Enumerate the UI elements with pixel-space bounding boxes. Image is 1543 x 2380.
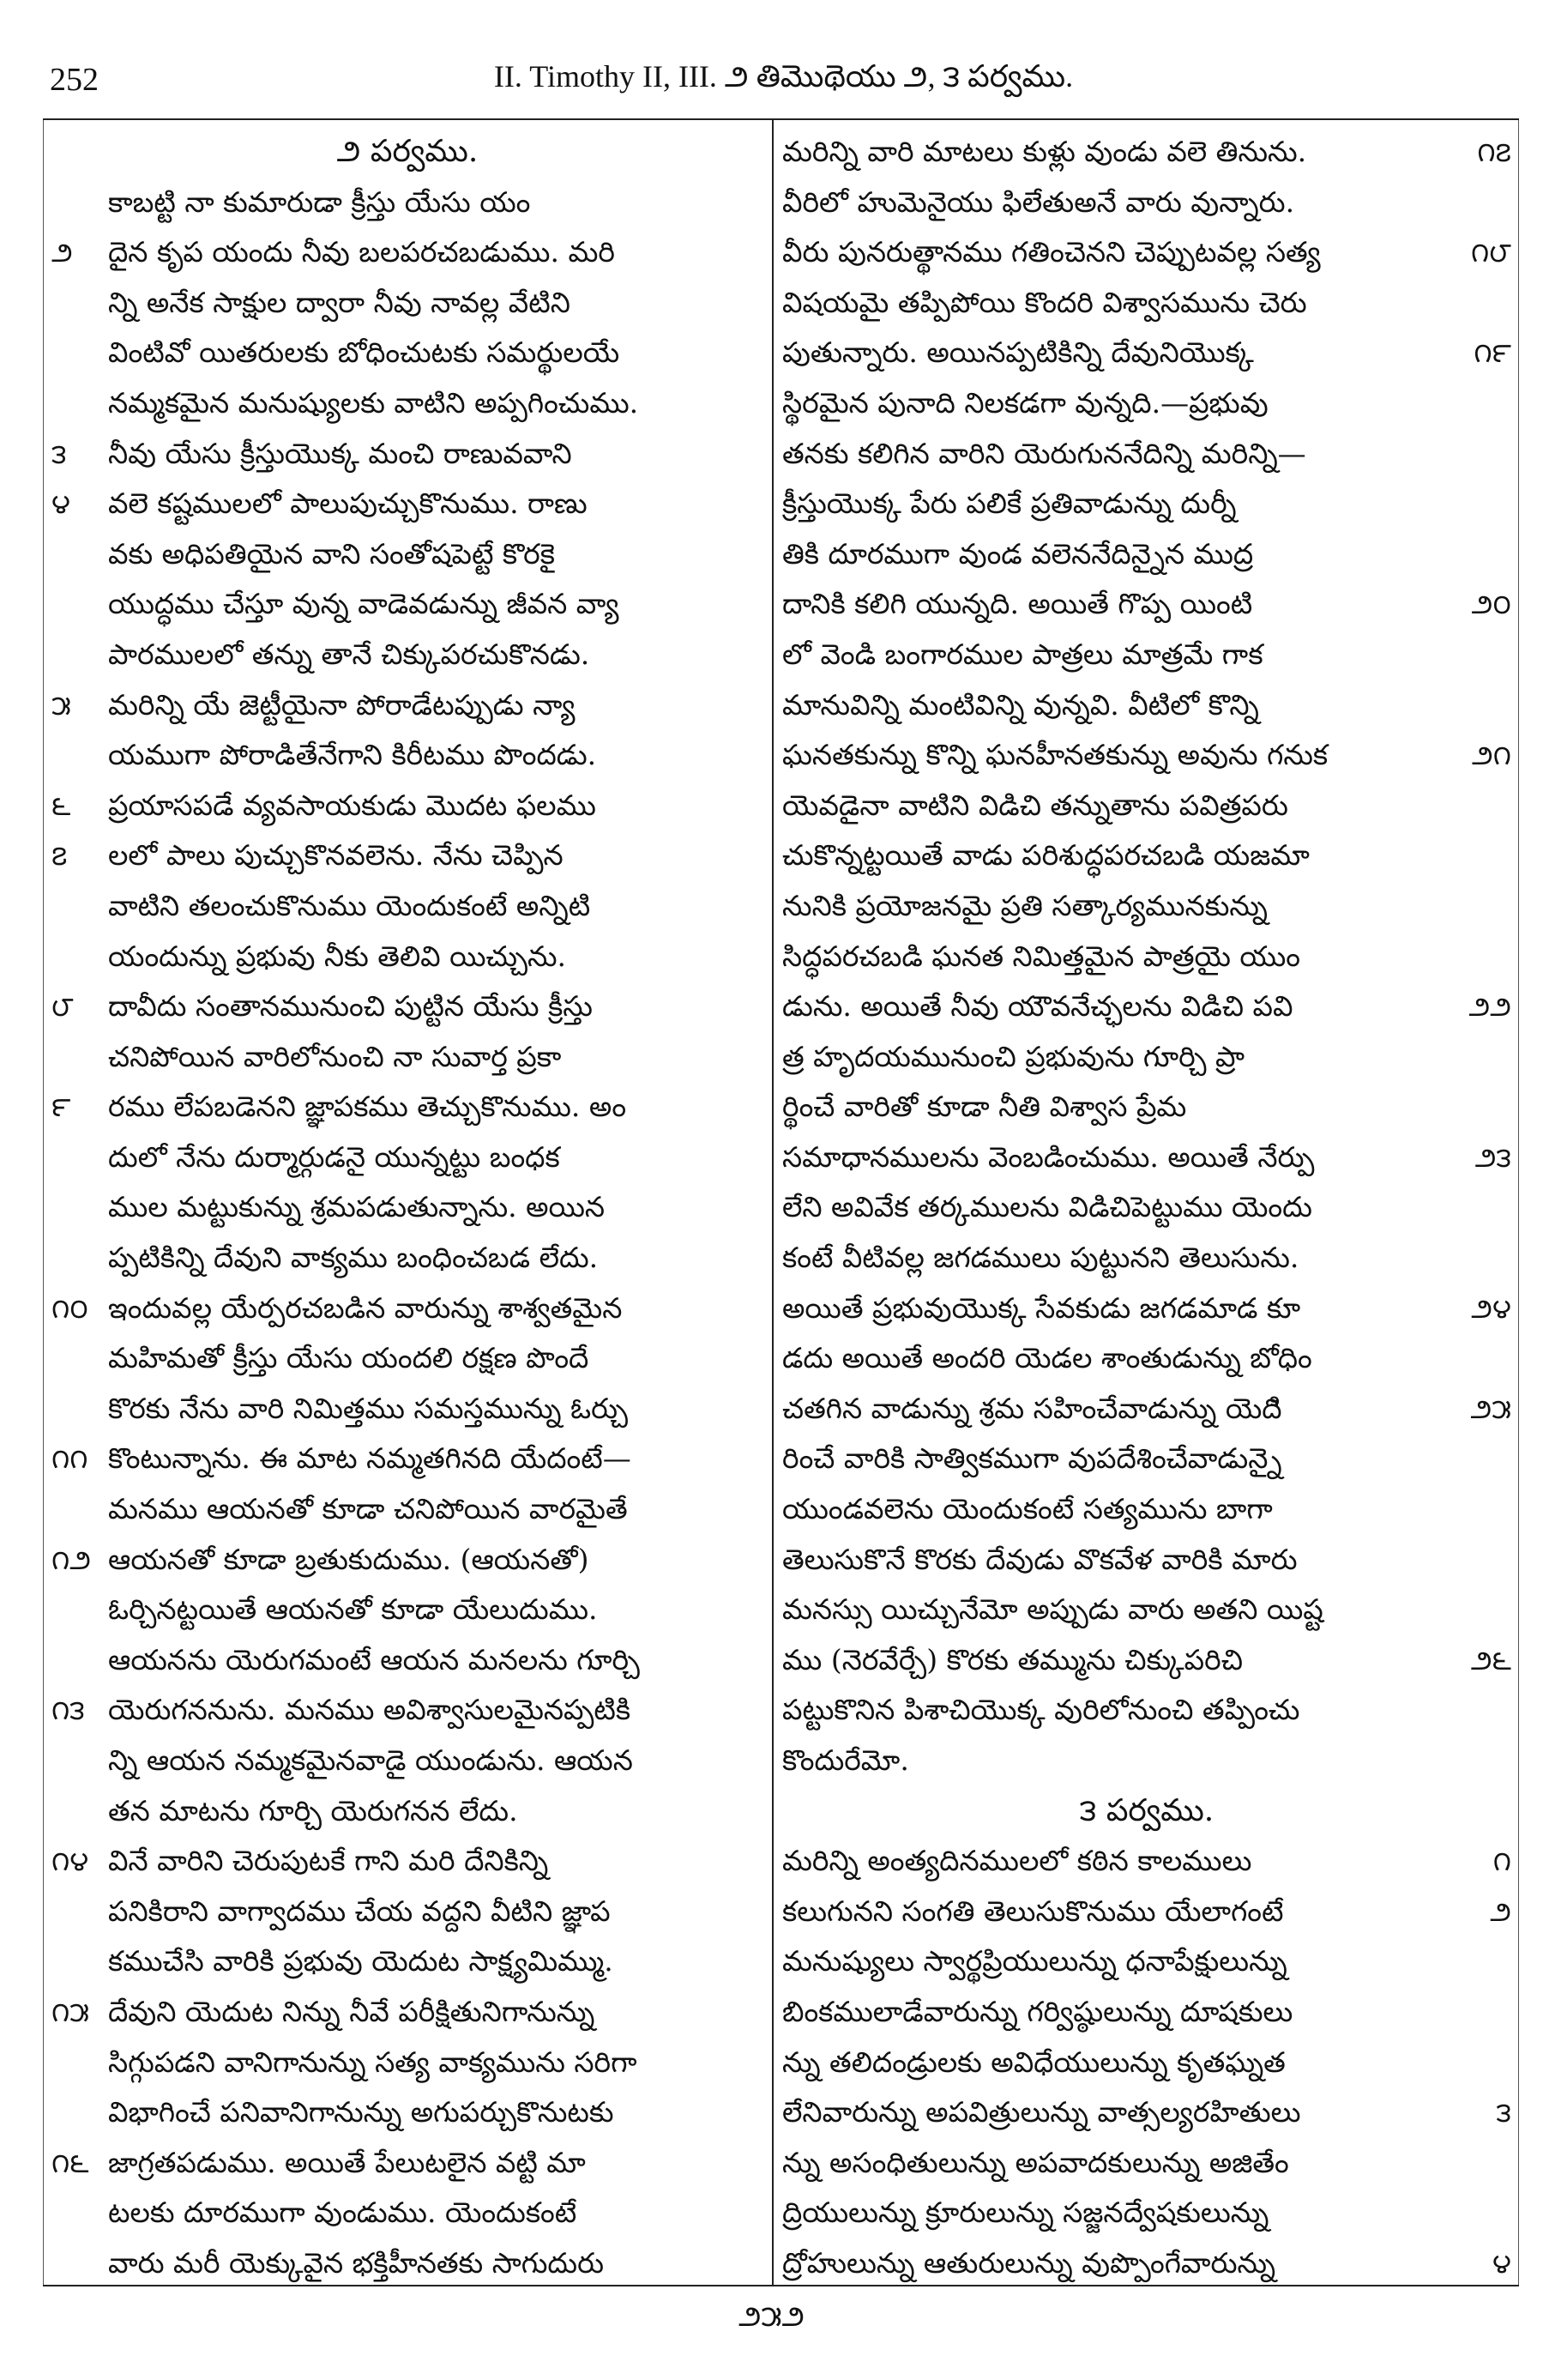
text-line [51, 1182, 763, 1233]
page-number: 252 [50, 62, 99, 98]
text-line [51, 1535, 763, 1586]
verse-number: ౨ [51, 236, 73, 269]
verse-text: సిద్ధపరచబడి ఘనత నిమిత్తమైన పాత్రయై యుం [782, 939, 1301, 973]
verse-text: కంటే వీటివల్ల జగడములు పుట్టునని తెలుసును. [782, 1241, 1299, 1275]
verse-number: ౩ [1496, 2096, 1511, 2129]
text-line [51, 1936, 763, 1987]
verse-text: ఇందువల్ల యేర్పరచబడిన వారున్ను శాశ్వతమైన [108, 1290, 623, 1325]
verse-text: సమాధానములను వెంబడించుము. అయితే నేర్పు [782, 1139, 1315, 1174]
verse-number: ౧౭ [1477, 136, 1511, 168]
verse-text: తన మాటను గూర్చి యెరుగనన లేదు. [108, 1793, 518, 1827]
text-line [51, 932, 763, 982]
text-line [782, 680, 1511, 731]
text-line [51, 781, 763, 831]
text-line [782, 1333, 1511, 1384]
verse-text: యుద్ధము చేస్తూ వున్న వాడెవడున్ను జీవన వ్యా [108, 587, 619, 621]
text-line [782, 1836, 1511, 1887]
verse-text: దులో నేను దుర్మార్గుడనై యున్నట్టు బంధక [108, 1139, 560, 1174]
chapter-heading-text: ౨ పర్వము. [336, 134, 479, 169]
verse-text: నీవు యేసు క్రీస్తుయొక్క మంచి రాణువవాని [108, 436, 572, 470]
text-line [51, 2238, 763, 2289]
verse-text: మరిన్ని వారి మాటలు కుళ్లు వుండు వలె తినును. [782, 135, 1307, 168]
text-line [51, 529, 763, 580]
running-head: II. Timothy II, III. ౨ తిమొథెయు ౨, ౩ పర్వము. [493, 58, 1074, 94]
left-column [51, 127, 763, 2289]
verse-text: సిగ్గుపడని వానిగానున్ను సత్య వాక్యమును సరిగా [108, 2045, 637, 2079]
verse-text: మరిన్ని యే జెట్టీయైనా పోరాడేటప్పుడు న్యా [108, 687, 576, 722]
text-line [782, 1585, 1511, 1635]
verse-text: యుండవలెను యెందుకంటే సత్యమును బాగా [782, 1492, 1273, 1526]
verse-number: ౧ [1492, 1845, 1511, 1878]
text-line [782, 1936, 1511, 1987]
verse-number: ౧౯ [1474, 336, 1511, 370]
verse-text: యెవడైనా వాటిని విడిచి తన్నుతాను పవిత్రపరు [782, 788, 1288, 822]
verse-number: ౪ [51, 487, 70, 521]
verse-text: ముల మట్టుకున్ను శ్రమపడుతున్నాను. అయిన [108, 1190, 606, 1224]
verse-text: బింకములాడేవారున్ను గర్విష్ఠులున్ను దూషకులు [782, 1994, 1293, 2028]
verse-number: ౨౩ [1474, 1140, 1511, 1174]
verse-text: ప్రయాసపడే వ్యవసాయకుడు మొదట ఫలము [108, 788, 596, 822]
verse-text: లో వెండి బంగారముల పాత్రలు మాత్రమే గాక [782, 637, 1263, 671]
verse-text: కొందురేమో. [782, 1743, 909, 1777]
verse-number: ౨౨ [1468, 990, 1511, 1024]
text-line [51, 1786, 763, 1837]
verse-number: ౧౨ [51, 1543, 92, 1576]
text-line [782, 881, 1511, 932]
verse-text: ర్థించే వారితో కూడా నీతి విశ్వాస ప్రేమ [782, 1090, 1187, 1124]
right-border [1518, 120, 1519, 2285]
verse-text: వాటిని తలంచుకొనుము యెందుకంటే అన్నిటి [108, 888, 591, 922]
verse-number: ౧౩ [51, 1694, 85, 1727]
text-line [782, 1082, 1511, 1133]
text-line [782, 429, 1511, 480]
text-line [782, 1685, 1511, 1736]
text-line [782, 1535, 1511, 1586]
verse-text: దేవుని యెదుట నిన్ను నీవే పరీక్షితునిగానున్ను [108, 1994, 595, 2028]
verse-text: మరిన్ని అంత్యదినములలో కఠిన కాలములు [782, 1844, 1252, 1878]
verse-text: కొంటున్నాను. ఈ మాట నమ్మతగినది యేదంటే— [108, 1441, 631, 1476]
verse-text: కలుగునని సంగతి తెలుసుకొనుము యేలాగంటే [782, 1894, 1284, 1928]
verse-text: ఆయనను యెరుగమంటే ఆయన మనలను గూర్చి [108, 1642, 640, 1676]
text-line [51, 227, 763, 278]
verse-number: ౧౮ [1471, 236, 1511, 269]
text-line [782, 1434, 1511, 1484]
verse-text: లలో పాలు పుచ్చుకొనవలెను. నేను చెప్పిన [108, 838, 564, 873]
text-line [782, 1233, 1511, 1284]
text-line [782, 2138, 1511, 2189]
verse-text: న్ని అనేక సాక్షుల ద్వారా నీవు నావల్ల వేటిని [108, 285, 570, 319]
text-line [51, 831, 763, 881]
text-line [51, 479, 763, 529]
text-line [782, 1736, 1511, 1786]
verse-text: స్థిరమైన పునాది నిలకడగా వున్నది.—ప్రభువు [782, 385, 1269, 420]
text-line [51, 2188, 763, 2238]
verse-text: పుతున్నారు. అయినప్పటికిన్ని దేవునియొక్క [782, 335, 1254, 370]
text-line [51, 1032, 763, 1083]
verse-text: నునికి ప్రయోజనమై ప్రతి సత్కార్యమునకున్ను [782, 888, 1268, 922]
chapter-heading [782, 1786, 1511, 1837]
signature-mark: ౨౫౨ [738, 2299, 805, 2334]
verse-text: మనుష్యులు స్వార్థప్రియులున్ను ధనాపేక్షులున్ను [782, 1944, 1287, 1978]
verse-text: దావీదు సంతానమునుంచి పుట్టిన యేసు క్రీస్తు [108, 989, 593, 1024]
text-line [782, 730, 1511, 781]
text-line [782, 1987, 1511, 2038]
text-line [782, 1484, 1511, 1535]
text-line [51, 881, 763, 932]
verse-number: ౨౪ [1471, 1291, 1511, 1325]
verse-number: ౧౧ [51, 1442, 88, 1476]
text-line [51, 1484, 763, 1535]
text-line [51, 1133, 763, 1183]
header-rule [43, 118, 1519, 120]
text-line [51, 730, 763, 781]
verse-number: ౨౦ [1471, 588, 1511, 621]
text-line [51, 579, 763, 630]
verse-number: ౫ [51, 688, 71, 722]
verse-text: ప్పటికిన్ని దేవుని వాక్యము బంధించబడ లేదు. [108, 1241, 599, 1275]
text-line [51, 278, 763, 329]
text-line [51, 630, 763, 680]
text-line [782, 982, 1511, 1032]
verse-text: వారు మరీ యెక్కువైన భక్తిహీనతకు సాగుదురు [108, 2245, 605, 2280]
verse-number: ౯ [51, 1090, 71, 1124]
text-line [51, 1685, 763, 1736]
text-line [51, 1333, 763, 1384]
text-line [51, 1585, 763, 1635]
verse-number: ౭ [51, 839, 68, 873]
verse-text: ము (నెరవేర్చే) కొరకు తమ్మును చిక్కుపరిచి [782, 1642, 1243, 1676]
verse-text: వీరు పునరుత్థానము గతించెనని చెప్పుటవల్ల సత్య [782, 235, 1321, 269]
verse-text: వీరిలో హుమెనైయు ఫిలేతుఅనే వారు వున్నారు. [782, 184, 1295, 219]
verse-text: లేని అవివేక తర్కములను విడిచిపెట్టుము యెందు [782, 1190, 1312, 1224]
verse-text: వినే వారిని చెరుపుటకే గాని మరి దేనికిన్ని [108, 1844, 549, 1878]
text-line [51, 1233, 763, 1284]
text-line [782, 1133, 1511, 1183]
verse-text: చనిపోయిన వారిలోనుంచి నా సువార్త ప్రకా [108, 1039, 562, 1073]
verse-number: ౨౧ [1471, 739, 1511, 772]
text-line [782, 781, 1511, 831]
verse-text: రము లేపబడెనని జ్ఞాపకము తెచ్చుకొనుము. అం [108, 1090, 627, 1124]
verse-text: యముగా పోరాడితేనేగాని కిరీటము పొందడు. [108, 738, 597, 772]
text-line [51, 1736, 763, 1786]
text-line [782, 1284, 1511, 1334]
verse-text: మనస్సు యిచ్చునేమో అప్పుడు వారు అతని యిష్ట [782, 1592, 1323, 1627]
text-line [51, 2138, 763, 2189]
verse-text: మహిమతో క్రీస్తు యేసు యందలి రక్షణ పొందే [108, 1341, 589, 1375]
verse-number: ౬ [51, 788, 71, 822]
text-line [51, 1434, 763, 1484]
verse-number: ౨౬ [1470, 1643, 1511, 1676]
text-line [782, 1635, 1511, 1686]
verse-text: తికి దూరముగా వుండ వలెననేదిన్నైన ముద్ర [782, 536, 1254, 571]
text-line [782, 1887, 1511, 1937]
verse-number: ౩ [51, 437, 67, 470]
text-line [51, 982, 763, 1032]
right-column [782, 127, 1511, 2289]
text-line [51, 378, 763, 429]
text-line [782, 278, 1511, 329]
text-line [51, 1384, 763, 1435]
text-line [782, 1182, 1511, 1233]
verse-text: మానువిన్ని మంటివిన్ని వున్నవి. వీటిలో కొన్ని [782, 687, 1259, 722]
text-line [782, 2087, 1511, 2138]
verse-text: కాబట్టి నా కుమారుడా క్రీస్తు యేసు యం [108, 184, 531, 219]
footer-rule [43, 2285, 1519, 2286]
verse-text: దానికి కలిగి యున్నది. అయితే గొప్ప యింటి [782, 587, 1253, 621]
verse-number: ౧౦ [51, 1291, 88, 1325]
verse-text: త్ర హృదయమునుంచి ప్రభువును గూర్చి ప్రా [782, 1039, 1245, 1073]
verse-text: ఆయనతో కూడా బ్రతుకుదుము. (ఆయనతో) [108, 1542, 589, 1576]
verse-number: ౪ [1492, 2246, 1511, 2280]
text-line [782, 2038, 1511, 2088]
verse-text: లేనివారున్ను అపవిత్రులున్ను వాత్సల్యరహితులు [782, 2095, 1301, 2129]
verse-text: అయితే ప్రభువుయొక్క సేవకుడు జగడమాడ కూ [782, 1290, 1301, 1325]
verse-text: న్ను అసంధితులున్ను అపవాదకులున్ను అజితేం [782, 2145, 1289, 2179]
chapter-heading [51, 127, 763, 178]
text-line [51, 1887, 763, 1937]
verse-text: విషయమై తప్పిపోయి కొందరి విశ్వాసమును చెరు [782, 285, 1307, 319]
verse-text: తెలుసుకొనే కొరకు దేవుడు వొకవేళ వారికి మారు [782, 1542, 1298, 1576]
verse-text: డదు అయితే అందరి యెడల శాంతుడున్ను బోధిం [782, 1341, 1312, 1375]
verse-text: చుకొన్నట్టయితే వాడు పరిశుద్ధపరచబడి యజమా [782, 838, 1310, 873]
verse-text: క్రీస్తుయొక్క పేరు పలికే ప్రతివాడున్ను దుర్నీ [782, 486, 1237, 521]
text-line [782, 227, 1511, 278]
text-line [782, 2188, 1511, 2238]
verse-number: ౧౫ [51, 1995, 90, 2028]
column-divider [772, 120, 774, 2285]
verse-text: దైన కృప యందు నీవు బలపరచబడుము. మరి [108, 235, 615, 269]
verse-text: ద్రియులున్ను క్రూరులున్ను సజ్జనద్వేషకులున్ను [782, 2196, 1269, 2230]
text-line [51, 1836, 763, 1887]
verse-text: న్ను తలిదండ్రులకు అవిధేయులున్ను కృతఘ్నత [782, 2045, 1286, 2079]
text-line [51, 328, 763, 378]
verse-text: ద్రోహులున్ను ఆతురులున్ను వుప్పొంగేవారున్ను [782, 2245, 1276, 2280]
text-line [782, 831, 1511, 881]
text-line [782, 932, 1511, 982]
verse-number: ౧౬ [51, 2146, 89, 2179]
verse-text: వింటివో యితరులకు బోధించుటకు సమర్థులయే [108, 335, 620, 370]
text-line [51, 680, 763, 731]
text-line [782, 630, 1511, 680]
text-line [782, 479, 1511, 529]
verse-text: మనము ఆయనతో కూడా చనిపోయిన వారమైతే [108, 1492, 628, 1526]
text-line [782, 529, 1511, 580]
text-line [51, 2087, 763, 2138]
verse-text: యెరుగననును. మనము అవిశ్వాసులమైనప్పటికి [108, 1693, 631, 1727]
text-line [51, 178, 763, 228]
verse-number: ౮ [51, 990, 74, 1024]
verse-text: యందున్ను ప్రభువు నీకు తెలివి యిచ్చును. [108, 939, 567, 973]
text-line [782, 1032, 1511, 1083]
text-line [782, 1384, 1511, 1435]
verse-text: కముచేసి వారికి ప్రభువు యెదుట సాక్ష్యమిమ్ము. [108, 1944, 613, 1978]
verse-text: టలకు దూరముగా వుండుము. యెందుకంటే [108, 2196, 577, 2230]
verse-number: ౨ [1490, 1894, 1511, 1928]
text-line [782, 378, 1511, 429]
text-line [51, 1082, 763, 1133]
chapter-heading-text: ౩ పర్వము. [1079, 1792, 1215, 1828]
verse-text: విభాగించే పనివానిగానున్ను అగుపర్చుకొనుటకు [108, 2095, 614, 2129]
verse-text: నమ్మకమైన మనుష్యులకు వాటిని అప్పగించుము. [108, 385, 639, 420]
verse-text: తనకు కలిగిన వారిని యెరుగుననేదిన్ని మరిన్ని— [782, 436, 1306, 470]
text-line [51, 429, 763, 480]
text-line [782, 127, 1511, 178]
verse-text: వకు అధిపతియైన వాని సంతోషపెట్టే కొరకై [108, 536, 555, 571]
text-line [51, 1635, 763, 1686]
verse-text: న్ని ఆయన నమ్మకమైనవాడై యుండును. ఆయన [108, 1743, 633, 1777]
verse-text: కొరకు నేను వారి నిమిత్తము సమస్తమున్ను ఓర్చు [108, 1391, 629, 1425]
verse-text: పారములలో తన్ను తానే చిక్కుపరచుకొనడు. [108, 637, 590, 671]
verse-text: చతగిన వాడున్ను శ్రమ సహించేవాడున్ను యెదిి [782, 1391, 1282, 1425]
verse-number: ౧౪ [51, 1845, 89, 1878]
text-line [782, 178, 1511, 228]
verse-text: వలె కష్టములలో పాలుపుచ్చుకొనుము. రాణు [108, 486, 588, 521]
text-line [782, 328, 1511, 378]
text-line [51, 1987, 763, 2038]
verse-number: ౨౫ [1470, 1392, 1511, 1425]
verse-text: పనికిరాని వాగ్వాదము చేయ వద్దని వీటిని జ్ఞాప [108, 1894, 611, 1928]
text-line [51, 2038, 763, 2088]
text-line [782, 2238, 1511, 2289]
verse-text: డును. అయితే నీవు యౌవనేచ్ఛలను విడిచి పవి [782, 989, 1293, 1024]
verse-text: పట్టుకొనిన పిశాచియొక్క వురిలోనుంచి తప్పించు [782, 1693, 1300, 1727]
left-border [43, 120, 44, 2285]
text-line [782, 579, 1511, 630]
page-header [50, 50, 1517, 110]
verse-text: జాగ్రతపడుము. అయితే పేలుటలైన వట్టి మా [108, 2145, 586, 2179]
text-line [51, 1284, 763, 1334]
verse-text: ఓర్చినట్టయితే ఆయనతో కూడా యేలుదుము. [108, 1592, 598, 1627]
verse-text: రించే వారికి సాత్వికముగా వుపదేశించేవాడున్నై [782, 1441, 1282, 1476]
verse-text: ఘనతకున్ను కొన్ని ఘనహీనతకున్ను అవును గనుక [782, 738, 1329, 772]
